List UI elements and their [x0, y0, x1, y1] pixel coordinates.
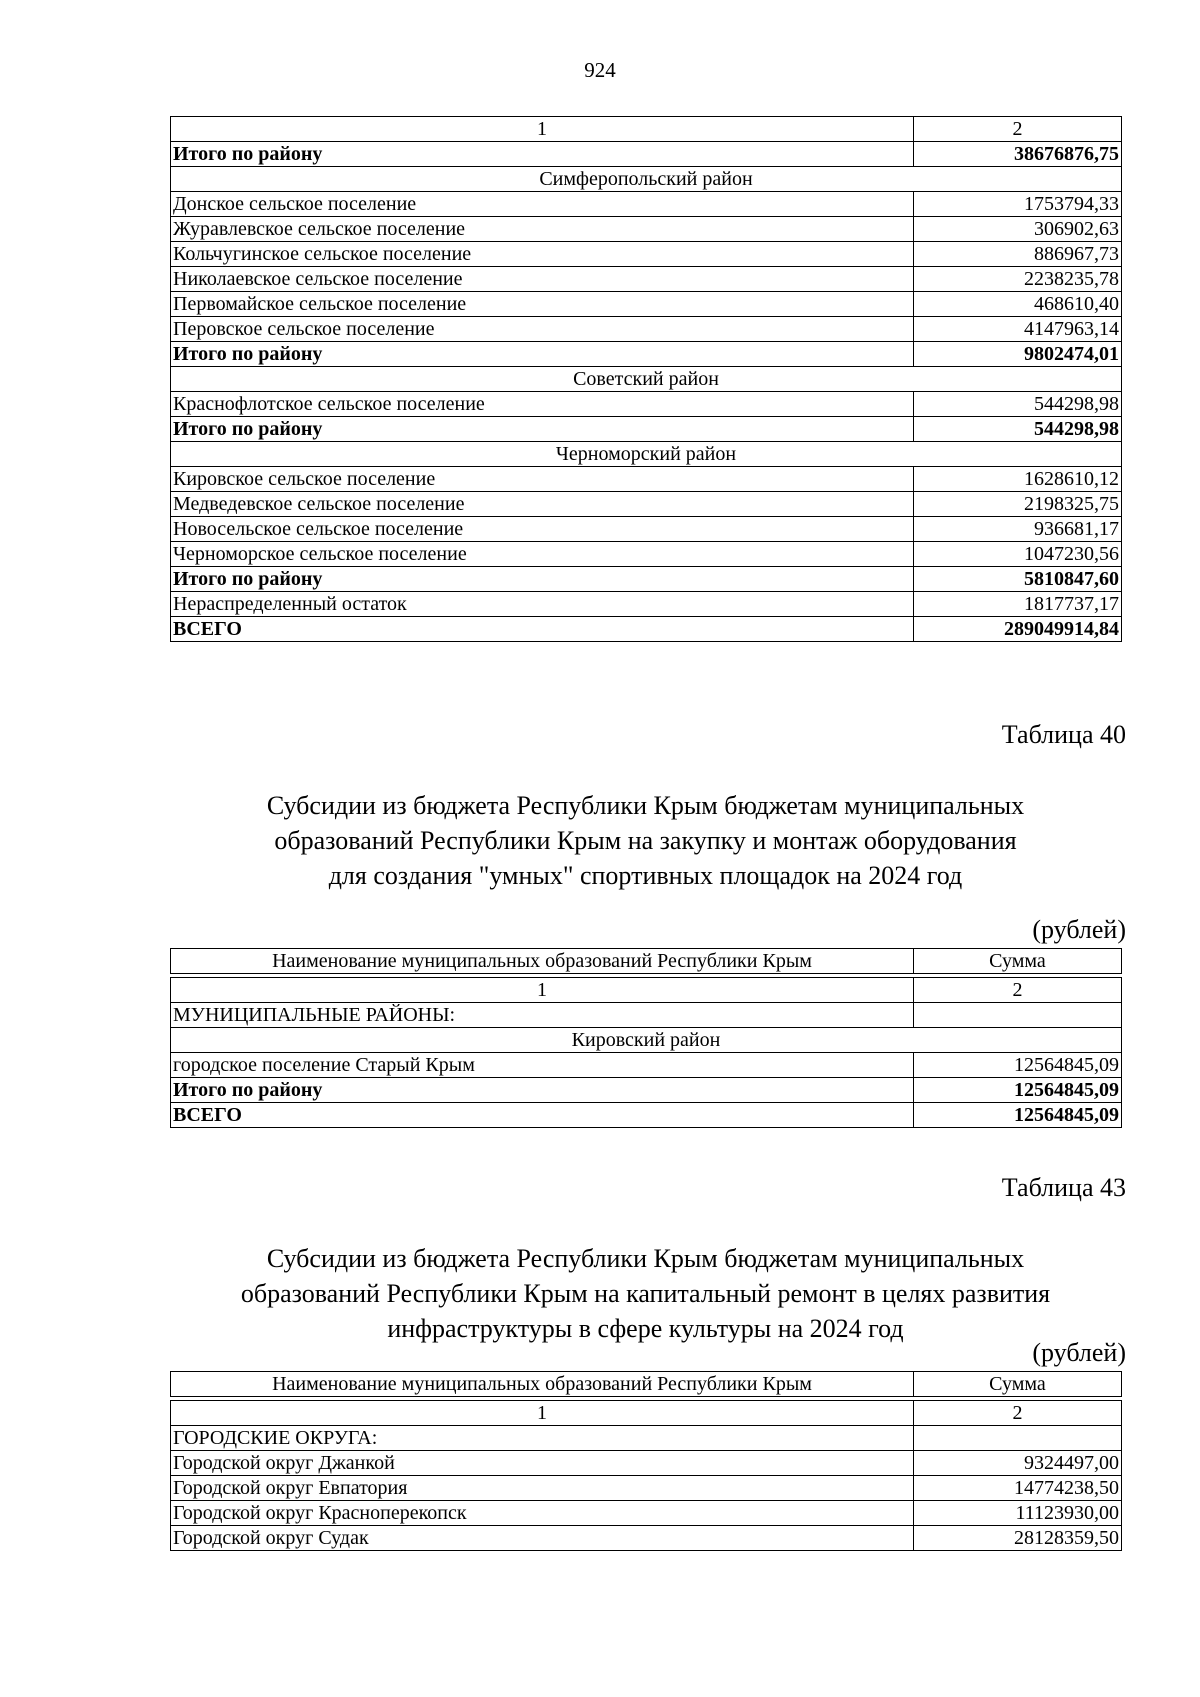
table-row [171, 1003, 1122, 1028]
amount-value: 1628610,12 [914, 467, 1122, 492]
column-header-row [171, 1372, 1122, 1397]
table-row [171, 217, 1122, 242]
continuation-table [170, 116, 1122, 642]
municipality-name: Итого по району [171, 142, 914, 167]
total-row [171, 567, 1122, 592]
amount-value: 12564845,09 [914, 1078, 1122, 1103]
municipality-name: Кировское сельское поселение [171, 467, 914, 492]
table-row [171, 1053, 1122, 1078]
total-row [171, 142, 1122, 167]
municipality-name: Кольчугинское сельское поселение [171, 242, 914, 267]
amount-value: 9802474,01 [914, 342, 1122, 367]
amount-value [914, 1426, 1122, 1451]
table-row [171, 592, 1122, 617]
amount-value: 289049914,84 [914, 617, 1122, 642]
municipality-name: Городской округ Красноперекопск [171, 1501, 914, 1526]
amount-value: 544298,98 [914, 417, 1122, 442]
table-row [171, 267, 1122, 292]
table-40 [170, 948, 1122, 1128]
column-number-row [171, 978, 1122, 1003]
column-number-1: 1 [171, 117, 914, 142]
municipality-name: Перовское сельское поселение [171, 317, 914, 342]
municipality-name: городское поселение Старый Крым [171, 1053, 914, 1078]
total-row [171, 617, 1122, 642]
amount-value: 28128359,50 [914, 1526, 1122, 1551]
district-name: Кировский район [171, 1028, 1122, 1053]
column-number-1: 1 [171, 1401, 914, 1426]
municipality-name: Итого по району [171, 417, 914, 442]
column-number-2: 2 [914, 1401, 1122, 1426]
amount-value: 544298,98 [914, 392, 1122, 417]
table-row [171, 1451, 1122, 1476]
table-row [171, 292, 1122, 317]
column-header-name: Наименование муниципальных образований Республики Крым [171, 1372, 914, 1397]
table-40-title-line: для создания "умных" спортивных площадок на 2024 год [328, 861, 963, 890]
municipality-name: Итого по району [171, 342, 914, 367]
municipality-name: Итого по району [171, 1078, 914, 1103]
district-name: Симферопольский район [171, 167, 1122, 192]
table-row [171, 467, 1122, 492]
municipality-name: Медведевское сельское поселение [171, 492, 914, 517]
municipality-name: Городской округ Джанкой [171, 1451, 914, 1476]
table-row [171, 317, 1122, 342]
total-row [171, 1078, 1122, 1103]
table-row [171, 242, 1122, 267]
page-number: 924 [584, 58, 616, 82]
amount-value: 2238235,78 [914, 267, 1122, 292]
table-40-unit: (рублей) [1032, 915, 1126, 944]
table-row [171, 517, 1122, 542]
amount-value: 936681,17 [914, 517, 1122, 542]
total-row [171, 1103, 1122, 1128]
table-row [171, 542, 1122, 567]
amount-value: 12564845,09 [914, 1103, 1122, 1128]
table-40-label: Таблица 40 [1001, 720, 1126, 749]
amount-value: 886967,73 [914, 242, 1122, 267]
table-43-title-line: инфраструктуры в сфере культуры на 2024 год [387, 1314, 904, 1343]
table-43-title-line: Субсидии из бюджета Республики Крым бюджетам муниципальных [266, 1244, 1025, 1273]
district-header-row [171, 442, 1122, 467]
amount-value: 11123930,00 [914, 1501, 1122, 1526]
total-row [171, 342, 1122, 367]
column-number-1: 1 [171, 978, 914, 1003]
total-row [171, 417, 1122, 442]
amount-value: 1047230,56 [914, 542, 1122, 567]
amount-value: 2198325,75 [914, 492, 1122, 517]
amount-value: 4147963,14 [914, 317, 1122, 342]
municipality-name: МУНИЦИПАЛЬНЫЕ РАЙОНЫ: [171, 1003, 914, 1028]
table-row [171, 1501, 1122, 1526]
municipality-name: Городской округ Евпатория [171, 1476, 914, 1501]
municipality-name: Новосельское сельское поселение [171, 517, 914, 542]
amount-value: 1753794,33 [914, 192, 1122, 217]
column-header-sum: Сумма [914, 949, 1122, 974]
municipality-name: Краснофлотское сельское поселение [171, 392, 914, 417]
column-number-2: 2 [914, 117, 1122, 142]
table-row [171, 1426, 1122, 1451]
amount-value: 38676876,75 [914, 142, 1122, 167]
table-row [171, 1476, 1122, 1501]
table-43 [170, 1371, 1122, 1551]
table-row [171, 392, 1122, 417]
municipality-name: ВСЕГО [171, 1103, 914, 1128]
district-name: Черноморский район [171, 442, 1122, 467]
table-43-unit: (рублей) [1032, 1338, 1126, 1367]
municipality-name: Городской округ Судак [171, 1526, 914, 1551]
amount-value: 12564845,09 [914, 1053, 1122, 1078]
municipality-name: Итого по району [171, 567, 914, 592]
municipality-name: Первомайское сельское поселение [171, 292, 914, 317]
column-number-2: 2 [914, 978, 1122, 1003]
municipality-name: Николаевское сельское поселение [171, 267, 914, 292]
table-40-title [170, 788, 1121, 893]
municipality-name: Нераспределенный остаток [171, 592, 914, 617]
district-header-row [171, 367, 1122, 392]
amount-value: 9324497,00 [914, 1451, 1122, 1476]
amount-value: 306902,63 [914, 217, 1122, 242]
amount-value: 5810847,60 [914, 567, 1122, 592]
municipality-name: ВСЕГО [171, 617, 914, 642]
table-43-title-line: образований Республики Крым на капитальный ремонт в целях развития [240, 1279, 1051, 1308]
table-row [171, 1526, 1122, 1551]
municipality-name: Донское сельское поселение [171, 192, 914, 217]
column-header-row [171, 949, 1122, 974]
table-40-title-line: образований Республики Крым на закупку и монтаж оборудования [274, 826, 1017, 855]
column-header-sum: Сумма [914, 1372, 1122, 1397]
table-row [171, 192, 1122, 217]
column-header-name: Наименование муниципальных образований Республики Крым [171, 949, 914, 974]
district-header-row [171, 167, 1122, 192]
amount-value: 14774238,50 [914, 1476, 1122, 1501]
amount-value: 1817737,17 [914, 592, 1122, 617]
column-number-row [171, 117, 1122, 142]
amount-value [914, 1003, 1122, 1028]
table-row [171, 492, 1122, 517]
municipality-name: Черноморское сельское поселение [171, 542, 914, 567]
amount-value: 468610,40 [914, 292, 1122, 317]
table-43-label: Таблица 43 [1001, 1173, 1126, 1202]
district-header-row [171, 1028, 1122, 1053]
table-40-title-line: Субсидии из бюджета Республики Крым бюджетам муниципальных [266, 791, 1025, 820]
municipality-name: Журавлевское сельское поселение [171, 217, 914, 242]
district-name: Советский район [171, 367, 1122, 392]
municipality-name: ГОРОДСКИЕ ОКРУГА: [171, 1426, 914, 1451]
column-number-row [171, 1401, 1122, 1426]
table-43-title [170, 1241, 1121, 1346]
